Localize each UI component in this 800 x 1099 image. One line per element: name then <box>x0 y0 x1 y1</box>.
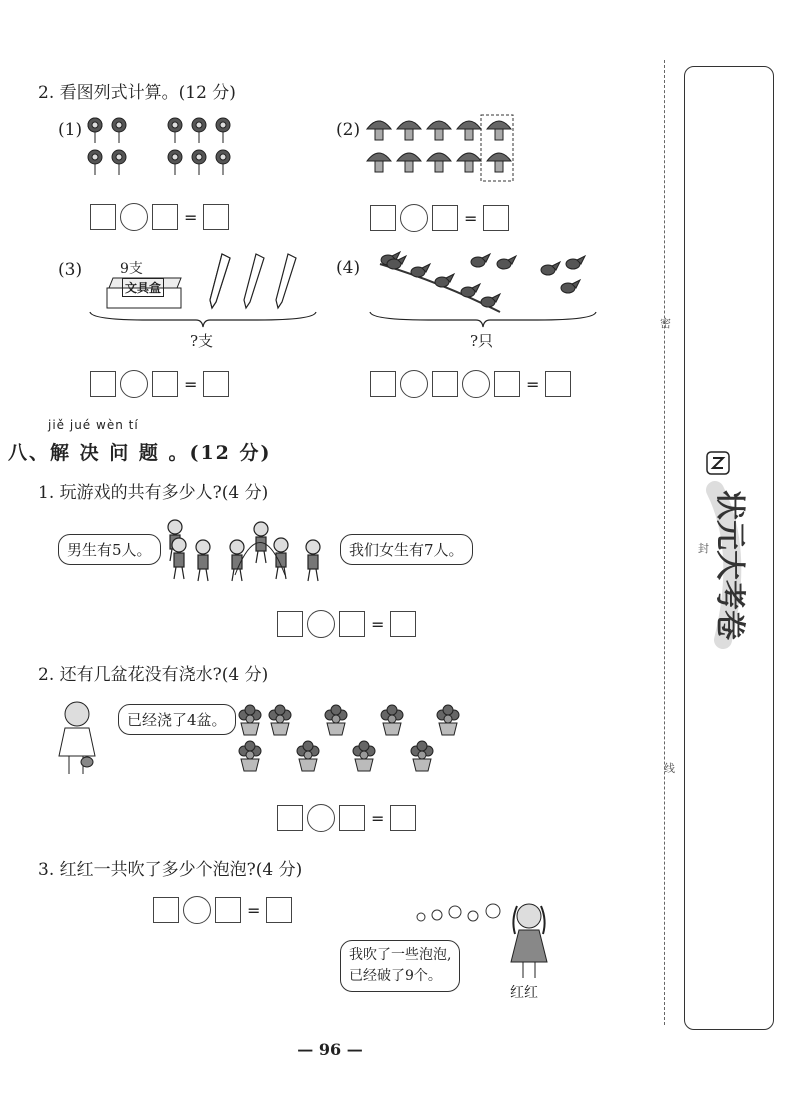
part-3-label: (3) <box>58 260 83 280</box>
flower-pots-illustration <box>235 705 470 775</box>
equals-sign: = <box>371 614 385 634</box>
equation-part-1 <box>90 203 229 231</box>
problem-2-title: 2. 还有几盆花没有浇水?(4 分) <box>38 665 269 685</box>
answer-box[interactable] <box>90 204 116 230</box>
operator-circle[interactable] <box>120 370 148 398</box>
bubbles-speech-bubble <box>340 940 460 992</box>
operator-circle[interactable] <box>400 370 428 398</box>
girl-honghong-illustration <box>505 900 555 980</box>
pencil-box-text: 文具盒 <box>122 278 164 297</box>
equals-sign: = <box>184 374 198 394</box>
answer-box[interactable] <box>277 611 303 637</box>
problem-1-title: 1. 玩游戏的共有多少人?(4 分) <box>38 483 269 503</box>
answer-box[interactable] <box>90 371 116 397</box>
operator-circle[interactable] <box>183 896 211 924</box>
flowers-illustration <box>85 115 235 185</box>
answer-box[interactable] <box>432 205 458 231</box>
equation-part-3 <box>90 370 229 398</box>
answer-box[interactable] <box>277 805 303 831</box>
problem-3-title: 3. 红红一共吹了多少个泡泡?(4 分) <box>38 860 303 880</box>
part-2-label: (2) <box>336 120 361 140</box>
equals-sign: = <box>247 900 261 920</box>
section-8-title: 八、解 决 问 题 。(12 分) <box>8 442 272 464</box>
answer-box[interactable] <box>370 371 396 397</box>
answer-box[interactable] <box>339 611 365 637</box>
speech-line: 我吹了一些泡泡, <box>349 947 452 963</box>
equals-sign: = <box>184 207 198 227</box>
logo-text: 状元大考卷 <box>712 490 747 640</box>
answer-box[interactable] <box>215 897 241 923</box>
answer-box[interactable] <box>390 611 416 637</box>
part-1-label: (1) <box>58 120 83 140</box>
brace-bracket <box>88 310 318 328</box>
mushrooms-illustration <box>365 115 515 185</box>
part-4-label: (4) <box>336 258 361 278</box>
operator-circle[interactable] <box>120 203 148 231</box>
answer-box[interactable] <box>370 205 396 231</box>
answer-box[interactable] <box>483 205 509 231</box>
girl-watering-illustration <box>55 698 110 778</box>
answer-box[interactable] <box>390 805 416 831</box>
girl-name-label: 红红 <box>510 985 538 1001</box>
equation-part-2 <box>370 204 509 232</box>
page-number: — 96 — <box>297 1040 363 1059</box>
total-pencils-label: ?支 <box>190 332 214 350</box>
children-playing-illustration <box>165 515 335 585</box>
equation-part-4 <box>370 370 571 398</box>
watering-speech-bubble: 已经浇了4盆。 <box>118 704 236 735</box>
seal-char-mi: 密 <box>660 317 671 330</box>
equation-problem-1 <box>277 610 416 638</box>
question-2-title: 2. 看图列式计算。(12 分) <box>38 83 236 103</box>
operator-circle[interactable] <box>307 804 335 832</box>
equals-sign: = <box>464 208 478 228</box>
seal-char-xian: 线 <box>664 762 675 775</box>
bubbles-illustration <box>415 903 505 933</box>
seal-dashed-line <box>664 60 665 1025</box>
boys-speech-bubble: 男生有5人。 <box>58 534 161 565</box>
pencil-count-label: 9支 <box>120 261 143 277</box>
equation-problem-2 <box>277 804 416 832</box>
girls-speech-bubble: 我们女生有7人。 <box>340 534 473 565</box>
brace-bracket <box>368 310 598 328</box>
answer-box[interactable] <box>153 897 179 923</box>
answer-box[interactable] <box>545 371 571 397</box>
answer-box[interactable] <box>203 204 229 230</box>
operator-circle[interactable] <box>307 610 335 638</box>
answer-box[interactable] <box>494 371 520 397</box>
speech-line: 已经破了9个。 <box>349 968 442 984</box>
equation-problem-3 <box>153 896 292 924</box>
answer-box[interactable] <box>266 897 292 923</box>
operator-circle[interactable] <box>400 204 428 232</box>
answer-box[interactable] <box>432 371 458 397</box>
operator-circle[interactable] <box>462 370 490 398</box>
equals-sign: = <box>371 808 385 828</box>
answer-box[interactable] <box>339 805 365 831</box>
pencils-illustration <box>208 252 308 312</box>
total-birds-label: ?只 <box>470 332 494 350</box>
equals-sign: = <box>526 374 540 394</box>
section-8-pinyin: jiě jué wèn tí <box>48 418 139 432</box>
answer-box[interactable] <box>203 371 229 397</box>
seal-char-feng: 封 <box>698 542 709 555</box>
answer-box[interactable] <box>152 204 178 230</box>
answer-box[interactable] <box>152 371 178 397</box>
